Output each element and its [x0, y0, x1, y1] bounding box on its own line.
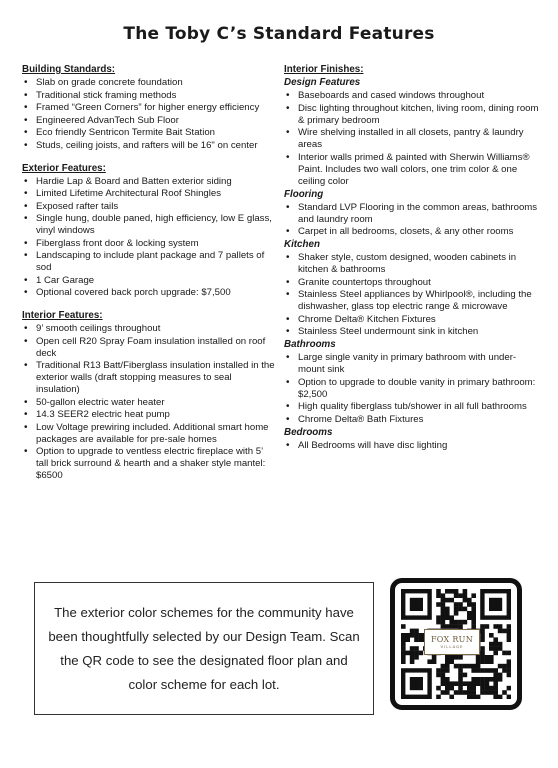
list-item: • Framed “Green Corners” for higher energy efficiency [22, 102, 277, 114]
flooring-list [284, 202, 539, 239]
list-item: • Hardie Lap & Board and Batten exterior siding [22, 176, 277, 188]
list-item: • Interior walls primed & painted with Sherwin Williams® Paint. Includes two wall colors, one trim color & one ceiling color [284, 152, 539, 188]
bathrooms-list [284, 352, 539, 426]
bedrooms-heading: Bedrooms [284, 426, 333, 438]
logo-sub-text: VILLAGE [440, 644, 464, 649]
notice-text: The exterior color schemes for the community have been thoughtfully selected by our Design Team. Scan the QR code to see the designated floor plan and color scheme for each lot. [48, 604, 360, 692]
right-column [284, 64, 539, 453]
list-item: • Baseboards and cased windows throughout [284, 90, 539, 102]
building-standards-heading: Building Standards: [22, 64, 116, 75]
list-item: • Chrome Delta® Kitchen Fixtures [284, 314, 539, 326]
list-item: • All Bedrooms will have disc lighting [284, 440, 539, 452]
qr-code[interactable] [390, 578, 522, 710]
list-item: • Limited Lifetime Architectural Roof Shingles [22, 188, 277, 200]
flooring-heading: Flooring [284, 188, 324, 200]
list-item: • Single hung, double paned, high efficiency, low E glass, vinyl windows [22, 213, 277, 237]
list-item: • Stainless Steel appliances by Whirlpool®, including the dishwasher, glass top electric range & microwave [284, 289, 539, 313]
list-item: • 14.3 SEER2 electric heat pump [22, 409, 277, 421]
list-item: • Wire shelving installed in all closets, pantry & laundry areas [284, 127, 539, 151]
design-features-heading: Design Features [284, 77, 361, 88]
list-item: • 50-gallon electric water heater [22, 397, 277, 409]
list-item: • Option to upgrade to double vanity in primary bathroom: $2,500 [284, 377, 539, 401]
list-item: • Traditional R13 Batt/Fiberglass insulation installed in the exterior walls (draft stopping measures to seal insulation) [22, 360, 277, 396]
list-item: • Standard LVP Flooring in the common areas, bathrooms and laundry room [284, 202, 539, 226]
list-item: • Low Voltage prewiring included. Additional smart home packages are available for pre-sale homes [22, 422, 277, 446]
list-item: • Optional covered back porch upgrade: $7,500 [22, 287, 277, 299]
list-item: • 9’ smooth ceilings throughout [22, 323, 277, 335]
list-item: • Traditional stick framing methods [22, 90, 277, 102]
list-item: • Exposed rafter tails [22, 201, 277, 213]
design-features-list [284, 90, 539, 188]
fox-run-logo [424, 629, 480, 655]
list-item: • Engineered AdvanTech Sub Floor [22, 115, 277, 127]
list-item: • Fiberglass front door & locking system [22, 238, 277, 250]
bedrooms-list [284, 440, 539, 452]
list-item: • 1 Car Garage [22, 275, 277, 287]
left-column [22, 64, 277, 493]
building-standards-list [22, 77, 277, 152]
kitchen-list [284, 252, 539, 338]
list-item: • Studs, ceiling joists, and rafters will be 16" on center [22, 140, 277, 152]
list-item: • Disc lighting throughout kitchen, living room, dining room & primary bedroom [284, 103, 539, 127]
logo-main-text: FOX RUN [430, 635, 474, 644]
interior-features-list [22, 323, 277, 482]
kitchen-heading: Kitchen [284, 239, 320, 250]
interior-features-heading: Interior Features: [22, 310, 103, 321]
list-item: • Granite countertops throughout [284, 277, 539, 289]
list-item: • Slab on grade concrete foundation [22, 77, 277, 89]
list-item: • Landscaping to include plant package and 7 pallets of sod [22, 250, 277, 274]
list-item: • Option to upgrade to ventless electric fireplace with 5’ tall brick surround & hearth and a shaker style mantel: $6500 [22, 446, 277, 482]
list-item: • Carpet in all bedrooms, closets, & any other rooms [284, 226, 539, 238]
list-item: • Open cell R20 Spray Foam insulation installed on roof deck [22, 336, 277, 360]
list-item: • Eco friendly Sentricon Termite Bait Station [22, 127, 277, 139]
list-item: • High quality fiberglass tub/shower in all full bathrooms [284, 401, 539, 413]
interior-finishes-heading: Interior Finishes: [284, 64, 364, 75]
color-scheme-notice [34, 582, 374, 715]
bathrooms-heading: Bathrooms [284, 339, 336, 350]
list-item: • Chrome Delta® Bath Fixtures [284, 414, 539, 426]
page-title: The Toby C’s Standard Features [123, 24, 435, 44]
exterior-features-heading: Exterior Features: [22, 162, 106, 174]
list-item: • Shaker style, custom designed, wooden cabinets in kitchen & bathrooms [284, 252, 539, 276]
list-item: • Large single vanity in primary bathroom with under-mount sink [284, 352, 539, 376]
exterior-features-list [22, 176, 277, 300]
list-item: • Stainless Steel undermount sink in kitchen [284, 326, 539, 338]
